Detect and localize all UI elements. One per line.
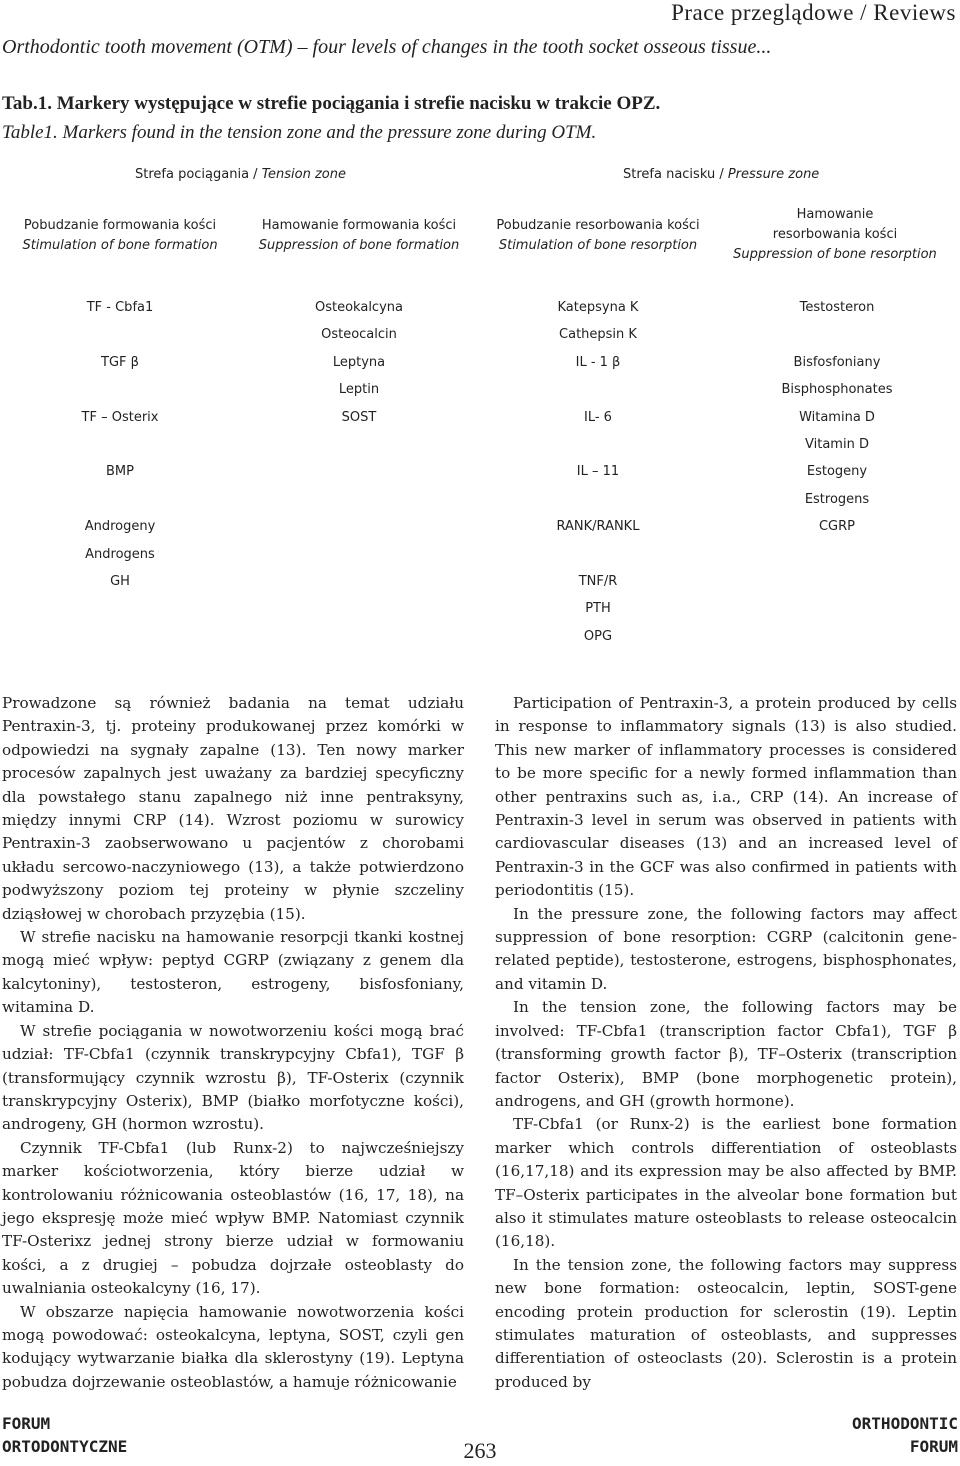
paragraph: In the pressure zone, the following factors may affect suppression of bone resorption: CGRP (calcitonin gene-related peptide), testosterone, estrogens, bisphosphonates, and vitamin D.	[495, 904, 957, 993]
paragraph: TF-Cbfa1 (or Runx-2) is the earliest bone formation marker which controls differentiation of osteoblasts (16,17,18) and its expression may be also affected by BMP. TF–Osterix participates in the alveolar bone formation but also it stimulates mature osteoblasts to release osteocalcin (16,18).	[495, 1115, 957, 1251]
table-cell: Leptin	[338, 382, 380, 398]
table-cell: BMP	[106, 464, 134, 480]
column-header-2: Hamowanie formowania kości Suppression of bone formation	[258, 218, 460, 253]
page-number: 263	[463, 1438, 497, 1463]
table-cell: OPG	[583, 628, 613, 644]
paragraph: In the tension zone, the following factors may be involved: TF-Cbfa1 (transcription factor Cbfa1), TGF β (transforming growth factor β), TF–Osterix (transcription factor Osterix), BMP (bone morphogenetic protein), androgens, and GH (growth hormone).	[495, 998, 957, 1110]
table-cell: Vitamin D	[805, 437, 869, 452]
paragraph: W strefie nacisku na hamowanie resorpcji tkanki kostnej mogą mieć wpływ: peptyd CGRP (związany z genem dla kalcytoniny), testosteron, estrogeny, bisfosfoniany, witamina D.	[2, 928, 464, 1017]
table-cell: Osteocalcin	[321, 327, 397, 343]
column-header-3: Pobudzanie resorbowania kości Stimulation of bone resorption	[496, 218, 700, 253]
table-cell: Bisphosphonates	[781, 382, 893, 398]
table-cell: TF – Osterix	[81, 409, 159, 425]
paragraph: Czynnik TF-Cbfa1 (lub Runx-2) to najwcześniejszy marker kościotworzenia, który bierze udział w kontrolowaniu różnicowania osteoblastów (16, 17, 18), na jego ekspresję może mieć wpływ BMP. Natomiast czynnik TF-Osterixz jednej strony bierze udział w formowaniu kości, a z drugiej – pobudza dojrzałe osteoblasty do uwalniania osteokalcyny (16, 17).	[2, 1138, 464, 1298]
paragraph: In the tension zone, the following factors may suppress new bone formation: osteocalcin, leptin, SOST-gene encoding protein production for sclerostin (19). Leptin stimulates maturation of osteoblasts, and suppresses differentiation of osteoclasts (20). Sclerostin is a protein produced by	[495, 1255, 957, 1391]
table-cell: Bisfosfoniany	[793, 354, 881, 370]
table-cell: IL - 1 β	[575, 354, 621, 370]
table-caption-pl: Tab.1. Markery występujące w strefie pociągania i strefie nacisku w trakcie OPZ.	[2, 93, 661, 114]
paragraph: W strefie pociągania w nowotworzeniu kości mogą brać udział: TF-Cbfa1 (czynnik transkrypcyjny Cbfa1), TGF β (transformujący czynnik wzrostu β), TF-Osterix (czynnik transkrypcyjny Osterix), BMP (białko morfotyczne kości), androgeny, GH (hormon wzrostu).	[2, 1021, 464, 1134]
table-cell: Cathepsin K	[559, 327, 637, 343]
table-cell: IL- 6	[584, 409, 612, 425]
table-caption-en: Table1. Markers found in the tension zone and the pressure zone during OTM.	[2, 122, 597, 143]
section-label: Prace przeglądowe / Reviews	[671, 0, 956, 25]
journal-name-pl: FORUM ORTODONTYCZNE	[2, 1414, 128, 1456]
table-cell: Estogeny	[806, 464, 868, 480]
table-cell: Katepsyna K	[557, 300, 639, 315]
table-cell: TF - Cbfa1	[86, 300, 154, 315]
table-cell: Androgeny	[84, 519, 156, 535]
left-text-column	[2, 692, 464, 1394]
table-cell: CGRP	[818, 519, 856, 535]
pressure-zone-heading: Strefa nacisku / Pressure zone	[623, 167, 820, 182]
table-cell: Androgens	[85, 546, 155, 562]
column-header-1: Pobudzanie formowania kości Stimulation of bone formation	[22, 218, 218, 253]
paragraph: W obszarze napięcia hamowanie nowotworzenia kości mogą powodować: osteokalcyna, leptyna, SOST, czyli gen kodujący wytwarzanie białka dla sklerostyny (19). Leptyna pobudza dojrzewanie osteoblastów, a hamuje różnicowanie	[2, 1302, 464, 1391]
table-cell: RANK/RANKL	[556, 519, 640, 535]
table-cell: Osteokalcyna	[315, 300, 403, 315]
tension-zone-heading: Strefa pociągania / Tension zone	[135, 167, 346, 182]
table-cell: Witamina D	[799, 409, 875, 425]
journal-name-en: ORTHODONTIC FORUM	[852, 1414, 958, 1456]
table-cell: TGF β	[101, 354, 139, 370]
table-cell: GH	[110, 574, 130, 589]
table-cell: SOST	[341, 409, 377, 425]
paragraph: Participation of Pentraxin-3, a protein produced by cells in response to inflammatory signals (13) is also studied. This new marker of inflammatory processes is considered to be more specific for a newly formed inflammation than other pentraxins such as, i.a., CRP (14). An increase of Pentraxin-3 level in serum was observed in patients with cardiovascular diseases (13) and an increased level of Pentraxin-3 in the GCF was also confirmed in patients with periodontitis (15).	[495, 694, 957, 900]
table-cell: Leptyna	[332, 354, 386, 370]
table-cell: IL – 11	[576, 464, 620, 480]
table-cell: TNF/R	[578, 574, 618, 589]
article-title: Orthodontic tooth movement (OTM) – four levels of changes in the tooth socket osseous tissue...	[2, 36, 772, 58]
column-header-4: Hamowanie resorbowania kości Suppression of bone resorption	[733, 207, 937, 262]
table-cell: Estrogens	[804, 491, 870, 507]
right-text-column	[495, 692, 957, 1394]
table-cell: PTH	[585, 601, 611, 617]
table-cell: Testosteron	[799, 300, 875, 315]
paragraph: Prowadzone są również badania na temat udziału Pentraxin-3, tj. proteiny produkowanej przez komórki w odpowiedzi na sygnały zapalne (13). Ten nowy marker procesów zapalnych jest uważany za bardziej specyficzny dla powstałego stanu zapalnego niż inne pentraksyny, między innymi CRP (14). Wzrost poziomu w surowicy Pentraxin-3 zaobserwowano u pacjentów z chorobami układu sercowo-naczyniowego (13), a także potwierdzono podwyższony poziom tej proteiny w płynie szczeliny dziąsłowej w chorobach przyzębia (15).	[2, 694, 464, 923]
